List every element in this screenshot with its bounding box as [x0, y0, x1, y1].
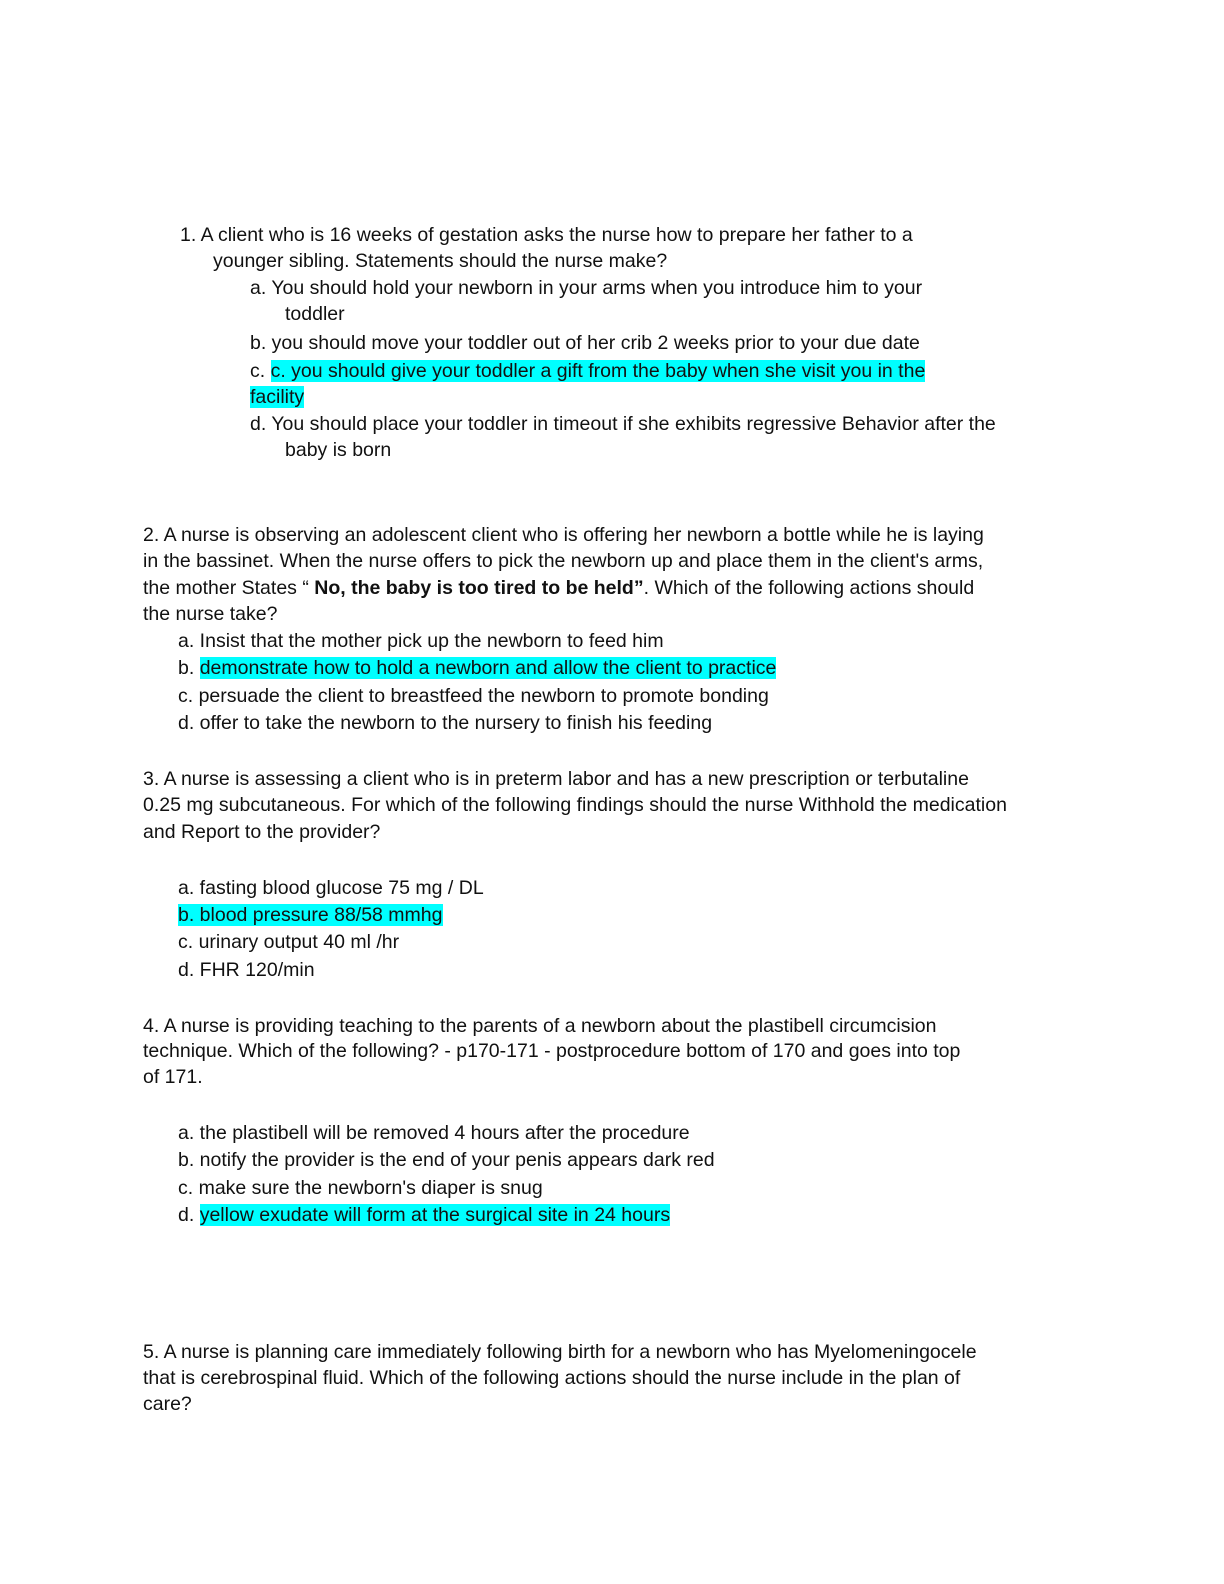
q4-option-b: b. notify the provider is the end of your penis appears dark red — [178, 1149, 715, 1171]
q1-option-c-highlight: c. you should give your toddler a gift from the baby when she visit you in the — [270, 360, 926, 382]
q1-option-a-line-1: a. You should hold your newborn in your arms when you introduce him to your — [250, 277, 923, 299]
q4-stem-line-3: of 171. — [143, 1066, 203, 1088]
q5-stem-line-2: that is cerebrospinal fluid. Which of the following actions should the nurse include in the plan of — [143, 1367, 961, 1389]
q1-option-c-line-2 — [250, 384, 304, 410]
q4-stem-line-1: 4. A nurse is providing teaching to the parents of a newborn about the plastibell circumcision — [143, 1015, 937, 1037]
q5-stem-line-3: care? — [143, 1393, 192, 1415]
q3-option-d: d. FHR 120/min — [178, 959, 315, 981]
q4-option-c: c. make sure the newborn's diaper is snug — [178, 1177, 543, 1199]
q1-stem-line-1: 1. A client who is 16 weeks of gestation asks the nurse how to prepare her father to a — [180, 224, 913, 246]
q2-stem-line-3-post: . Which of the following actions should — [643, 577, 975, 599]
q2-option-d: d. offer to take the newborn to the nursery to finish his feeding — [178, 712, 713, 734]
q2-option-c: c. persuade the client to breastfeed the newborn to promote bonding — [178, 685, 769, 707]
q1-stem-line-2: younger sibling. Statements should the nurse make? — [213, 250, 668, 272]
q1-option-d-line-1: d. You should place your toddler in timeout if she exhibits regressive Behavior after the — [250, 413, 996, 435]
q3-option-b — [178, 902, 443, 928]
q4-option-a: a. the plastibell will be removed 4 hours after the procedure — [178, 1122, 690, 1144]
q4-option-d-prefix: d. — [178, 1204, 200, 1226]
q2-option-b-prefix: b. — [178, 657, 200, 679]
q3-stem-line-2: 0.25 mg subcutaneous. For which of the following findings should the nurse Withhold the medication — [143, 794, 1007, 816]
q3-stem-line-3: and Report to the provider? — [143, 821, 381, 843]
q2-option-b-highlight: demonstrate how to hold a newborn and allow the client to practice — [199, 657, 777, 679]
q2-option-a: a. Insist that the mother pick up the newborn to feed him — [178, 630, 664, 652]
q2-option-b — [178, 655, 776, 681]
q3-option-b-highlight: b. blood pressure 88/58 mmhg — [178, 904, 443, 926]
q2-quote-bold: No, the baby is too tired to be held” — [314, 577, 644, 599]
q4-option-d — [178, 1202, 670, 1228]
q4-stem-line-2: technique. Which of the following? - p170-171 - postprocedure bottom of 170 and goes into top — [143, 1040, 961, 1062]
q1-option-a-line-2: toddler — [285, 303, 345, 325]
q2-stem-line-2: in the bassinet. When the nurse offers to pick the newborn up and place them in the client's arms, — [143, 550, 984, 572]
q1-option-b: b. you should move your toddler out of her crib 2 weeks prior to your due date — [250, 332, 920, 354]
q1-option-d-line-2: baby is born — [285, 439, 392, 461]
q3-option-a: a. fasting blood glucose 75 mg / DL — [178, 877, 484, 899]
q4-option-d-highlight: yellow exudate will form at the surgical site in 24 hours — [199, 1204, 671, 1226]
q2-stem-line-3 — [143, 575, 974, 601]
q1-option-c-highlight-2: facility — [250, 386, 305, 408]
q5-stem-line-1: 5. A nurse is planning care immediately following birth for a newborn who has Myelomeningocele — [143, 1341, 977, 1363]
q1-option-c-prefix: c. — [250, 360, 271, 382]
q2-stem-line-4: the nurse take? — [143, 603, 278, 625]
q1-option-c-line-1 — [250, 358, 925, 384]
q3-option-c: c. urinary output 40 ml /hr — [178, 931, 400, 953]
q2-stem-line-3-pre: the mother States “ — [143, 577, 315, 599]
q2-stem-line-1: 2. A nurse is observing an adolescent client who is offering her newborn a bottle while he is laying — [143, 524, 984, 546]
q3-stem-line-1: 3. A nurse is assessing a client who is in preterm labor and has a new prescription or terbutaline — [143, 768, 969, 790]
